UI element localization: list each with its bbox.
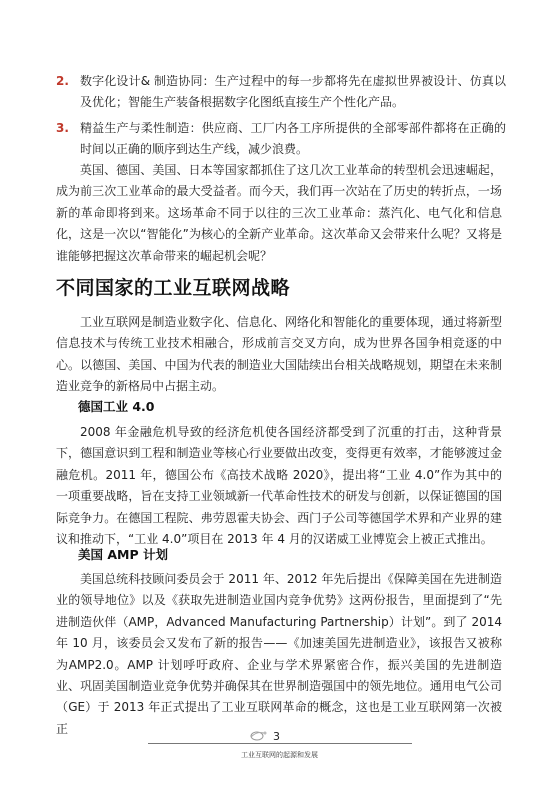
usa-heading: 美国 AMP 计划 [78,547,168,562]
list-number: 2. [56,74,69,88]
numbered-list [56,71,506,165]
list-item [56,71,506,114]
intro-paragraph: 英国、德国、美国、日本等国家都抓住了这几次工业革命的转型机会迅速崛起，成为前三次工业革命的最大受益者。而今天，我们再一次站在了历史的转折点，一场新的革命即将到来。这场革命不同于以往的三次工业革命：蒸汽化、电气化和信息化，这是一次以“智能化”为核心的全新产业革命。这次革命又会带来什么呢？又将是谁能够把握这次革命带来的崛起机会呢？ [56,163,502,263]
page-number: 3 [273,730,280,743]
germany-paragraph: 2008 年金融危机导致的经济危机使各国经济都受到了沉重的打击，这种背景下，德国意识到工程和制造业等核心行业要做出改变，变得更有效率，才能够渡过金融危机。2011 年，德国公布《高技术战略 2020》，提出将“工业 4.0”作为其中的一项重要战略，旨在支持工业领域新一代革命性技术的研发与创新，以保证德国的国际竞争力。在德国工程院、弗劳恩霍夫协会、西门子公司等德国学术界和产业界的建议和推动下，“工业 4.0”项目在 2013 年 4 月的汉诺威工业博览会上被正式推出。 [56,425,502,547]
footer-title: 工业互联网的起源和发展 [241,751,318,759]
list-item-text: 精益生产与柔性制造：供应商、工厂内各工序所提供的全部零部件都将在正确的时间以正确的顺序到达生产线，减少浪费。 [80,120,506,157]
list-number: 3. [56,120,69,135]
usa-paragraph: 美国总统科技顾问委员会于 2011 年、2012 年先后提出《保障美国在先进制造业的领导地位》以及《获取先进制造业国内竞争优势》这两份报告，里面提到了“先进制造伙伴（AMP，Advanced Manufacturing Partnership）计划”。到了 2014 年 10 月，该委员会又发布了新的报告——《加速美国先进制造业》，该报告又被称为AMP2.0。AMP 计划呼吁政府、企业与学术界紧密合作，振兴美国的先进制造业、巩固美国制造业竞争优势并确保其在世界制造强国中的领先地位。通用电气公司（GE）于 2013 年正式提出了工业互联网革命的概念，这也是工业互联网第一次被正 [56,572,502,736]
germany-heading: 德国工业 4.0 [78,399,155,414]
list-item-text: 数字化设计& 制造协同：生产过程中的每一步都将先在虚拟世界被设计、仿真以及优化；智能生产装备根据数字化图纸直接生产个性化产品。 [80,74,506,110]
logo-icon [248,728,270,742]
section-title: 不同国家的工业互联网战略 [56,277,291,299]
list-item [56,118,506,161]
section-paragraph: 工业互联网是制造业数字化、信息化、网络化和智能化的重要体现，通过将新型信息技术与传统工业技术相融合，形成前言交叉方向，成为世界各国争相竞逐的中心。以德国、美国、中国为代表的制造业大国陆续出台相关战略规划，期望在未来制造业竞争的新格局中占据主动。 [56,315,502,394]
footer-divider [148,743,412,744]
